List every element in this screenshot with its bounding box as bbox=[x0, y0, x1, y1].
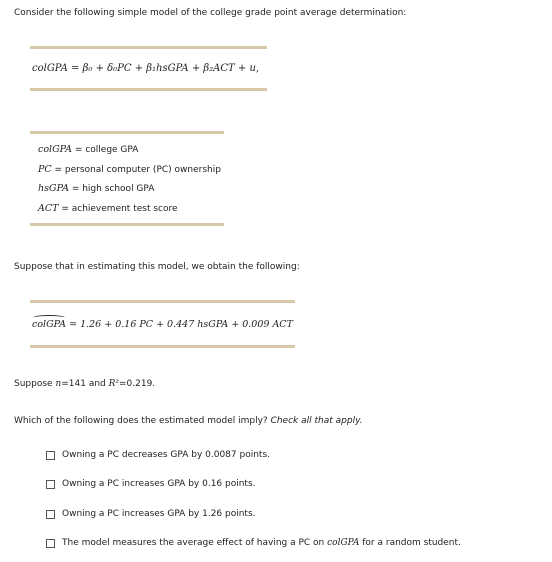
definition-text: = college GPA bbox=[72, 145, 139, 155]
definition-symbol: ACT bbox=[38, 203, 59, 214]
definition-hsgpa bbox=[38, 183, 154, 194]
intro-text: Consider the following simple model of the college grade point average determination: bbox=[14, 8, 407, 18]
r-squared-value: =0.219. bbox=[119, 379, 156, 389]
definition-symbol: hsGPA bbox=[38, 183, 69, 194]
model-equation bbox=[32, 63, 259, 74]
definition-text: = personal computer (PC) ownership bbox=[51, 165, 221, 175]
estimated-equation bbox=[32, 319, 293, 330]
option-1[interactable] bbox=[46, 450, 270, 460]
definition-symbol: PC bbox=[38, 164, 52, 175]
option-3-label[interactable]: Owning a PC increases GPA by 1.26 points. bbox=[62, 509, 256, 519]
definition-act bbox=[38, 203, 178, 214]
r-squared-symbol: R² bbox=[108, 379, 119, 389]
estimated-equation-rhs: 1.26 + 0.16 PC + 0.447 hsGPA + 0.009 ACT bbox=[80, 319, 293, 330]
option-1-label[interactable]: Owning a PC decreases GPA by 0.0087 points. bbox=[62, 450, 271, 460]
definition-text: = high school GPA bbox=[68, 184, 155, 194]
option-2-label[interactable]: Owning a PC increases GPA by 0.16 points. bbox=[62, 479, 256, 489]
option-1-checkbox[interactable] bbox=[46, 451, 55, 460]
model-equation-box bbox=[30, 46, 267, 91]
question-hint: Check all that apply. bbox=[270, 416, 363, 426]
sample-info bbox=[14, 379, 155, 389]
model-equation-lhs: colGPA bbox=[32, 63, 68, 74]
definition-text: = achievement test score bbox=[58, 204, 178, 214]
definition-pc bbox=[38, 164, 221, 175]
option-4-checkbox[interactable] bbox=[46, 539, 55, 548]
option-2-checkbox[interactable] bbox=[46, 480, 55, 489]
question-prompt bbox=[14, 416, 363, 426]
estimate-intro: Suppose that in estimating this model, we obtain the following: bbox=[14, 262, 300, 272]
option-4[interactable] bbox=[46, 538, 461, 548]
estimated-equation-lhs: colGPA bbox=[32, 319, 67, 330]
option-2[interactable] bbox=[46, 479, 256, 489]
option-3[interactable] bbox=[46, 509, 256, 519]
variable-definitions-box bbox=[30, 131, 224, 226]
option-4-label-suffix: for a random student. bbox=[359, 538, 461, 548]
option-4-label[interactable] bbox=[62, 538, 461, 548]
sample-size-symbol: n bbox=[55, 379, 62, 389]
estimated-equation-equals: = bbox=[66, 319, 81, 330]
model-equation-rhs: β₀ + δ₀PC + β₁hsGPA + β₂ACT + u, bbox=[82, 63, 260, 74]
option-4-label-prefix: The model measures the average effect of having a PC on bbox=[62, 538, 328, 548]
question-text: Which of the following does the estimated model imply? bbox=[14, 416, 271, 426]
option-3-checkbox[interactable] bbox=[46, 510, 55, 519]
option-4-label-symbol: colGPA bbox=[327, 538, 360, 548]
sample-info-prefix: Suppose bbox=[14, 379, 56, 389]
definition-symbol: colGPA bbox=[38, 144, 73, 155]
definition-colgpa bbox=[38, 144, 138, 155]
estimated-equation-box bbox=[30, 300, 295, 348]
sample-size-value: =141 and bbox=[61, 379, 109, 389]
model-equation-equals: = bbox=[67, 63, 83, 74]
